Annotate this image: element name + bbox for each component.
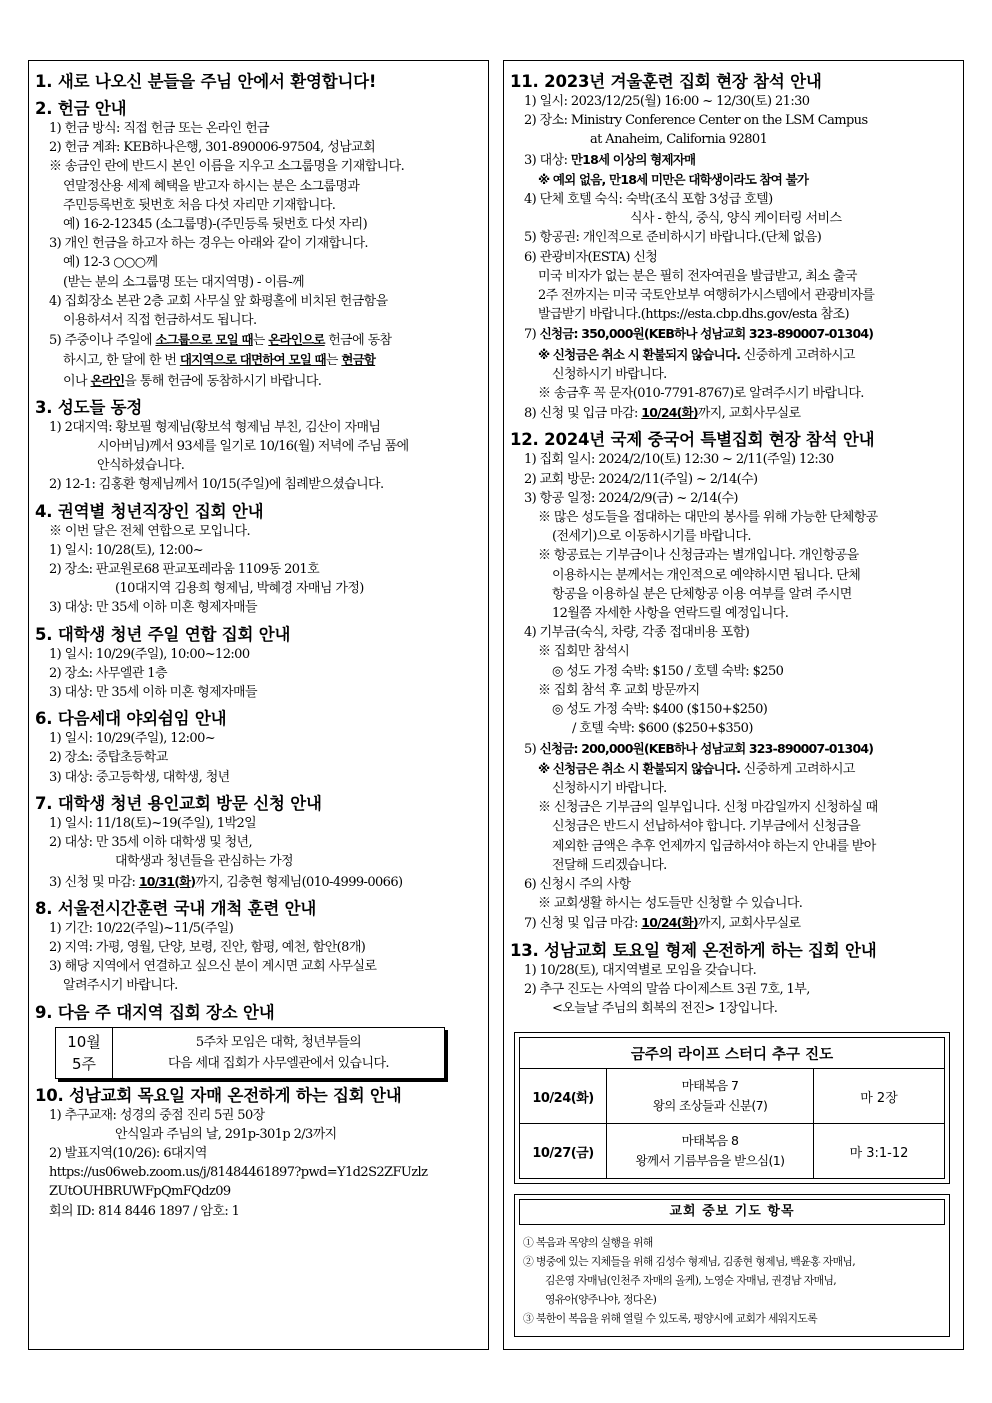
notice-line xyxy=(35,560,482,579)
notice-line xyxy=(510,470,957,489)
notice-line xyxy=(510,798,957,817)
notice-line xyxy=(510,817,957,836)
line-text: 1) 일시: 10/29(주일), 12:00~ xyxy=(49,731,216,747)
notice-line xyxy=(510,489,957,508)
prayer-item: ② 병중에 있는 지체들을 위해 김성수 형제님, 김종현 형제님, 백윤홍 자매님, xyxy=(523,1255,856,1269)
notice-line xyxy=(35,157,482,176)
notice-line xyxy=(35,957,482,976)
section-title: 11. 2023년 겨울훈련 집회 현장 참석 안내 xyxy=(510,72,822,91)
emphasis-text: 신청금: 350,000원(KEB하나 성남교회 323-890007-01304) xyxy=(539,326,874,342)
line-text: ※ 항공료는 기부금이나 신청금과는 별개입니다. 개인항공을 xyxy=(538,548,859,564)
notice-line xyxy=(510,759,957,779)
notice-line xyxy=(510,837,957,856)
line-text: 3) 대상: 만 35세 이하 미혼 형제자매들 xyxy=(49,600,257,616)
life-study-book: 마태복음 7 xyxy=(681,1078,739,1094)
notice-line xyxy=(35,177,482,196)
meeting-note-cell xyxy=(113,1027,445,1078)
line-text: 2) 지역: 가평, 영월, 단양, 보령, 진안, 함평, 예천, 함안(8개) xyxy=(49,939,366,955)
line-text: 예) 16-2-12345 (소그룹명)-(주민등록 뒷번호 다섯 자리) xyxy=(63,217,368,233)
line-text: 4) 기부금(숙식, 차량, 각종 접대비용 포함) xyxy=(524,625,750,641)
notice-line xyxy=(510,999,957,1018)
notice-line xyxy=(510,662,957,681)
emphasis-text: ※ 신청금은 취소 시 환불되지 않습니다. xyxy=(538,346,741,362)
prayer-item: ① 복음과 목양의 실행을 위해 xyxy=(523,1236,653,1250)
line-text: 12월쯤 자세한 사항을 연락드릴 예정입니다. xyxy=(552,606,789,622)
notice-line xyxy=(35,273,482,292)
line-text: ※ 많은 성도들을 접대하는 대만의 봉사를 위해 가능한 단체항공 xyxy=(538,510,878,526)
notice-section xyxy=(510,429,957,933)
life-study-date: 10/24(화) xyxy=(520,1069,607,1124)
life-study-row xyxy=(520,1124,945,1179)
notice-line xyxy=(510,150,957,170)
notice-line xyxy=(510,365,957,384)
line-text: ※ 교회생활 하시는 성도들만 신청할 수 있습니다. xyxy=(538,896,803,912)
notice-line xyxy=(510,642,957,661)
emphasis-text: ※ 예외 없음, 만18세 미만은 대학생이라도 참여 불가 xyxy=(538,171,809,187)
notice-line xyxy=(35,645,482,664)
notice-line xyxy=(35,253,482,272)
line-text: 신청하시기 바랍니다. xyxy=(552,780,667,796)
line-text: ※ 집회만 참석시 xyxy=(538,644,630,660)
emphasis-text: 현금함 xyxy=(341,352,376,368)
line-text: 신중하게 고려하시고 xyxy=(740,347,855,363)
line-text: 1) 2대지역: 황보필 형제님(황보석 형제님 부친, 김산이 자매님 xyxy=(49,419,381,435)
notice-line xyxy=(35,138,482,157)
line-text: 5) xyxy=(524,741,540,757)
notice-section xyxy=(35,898,482,996)
line-text: 이나 xyxy=(63,373,91,389)
line-text: 1) 10/28(토), 대지역별로 모임을 갖습니다. xyxy=(524,962,757,978)
notice-line xyxy=(510,305,957,324)
notice-line xyxy=(510,681,957,700)
notice-line xyxy=(510,209,957,228)
life-study-reference: 마 3:1-12 xyxy=(814,1124,945,1179)
life-study-box xyxy=(514,1032,950,1184)
prayer-title: 교회 중보 기도 항목 xyxy=(519,1199,945,1225)
emphasis-text: 대지역으로 대면하여 모일 때 xyxy=(179,352,326,368)
line-text: 4) 단체 호텔 숙식: 숙박(조식 포함 3성급 호텔) xyxy=(524,192,773,208)
notice-section xyxy=(35,793,482,892)
prayer-list xyxy=(519,1225,945,1332)
meeting-date-cell xyxy=(56,1027,113,1078)
line-text: 미국 비자가 없는 분은 필히 전자여권을 발급받고, 최소 출국 xyxy=(538,268,857,284)
line-text: 7) xyxy=(524,327,540,343)
meeting-note: 다음 세대 집회가 사무엘관에서 있습니다. xyxy=(168,1055,389,1071)
line-text: 7) 신청 및 입금 마감: xyxy=(524,916,642,932)
emphasis-text: 10/24(화) xyxy=(641,405,698,421)
line-text: 3) 개인 헌금을 하고자 하는 경우는 아래와 같이 기재합니다. xyxy=(49,236,368,252)
notice-line xyxy=(35,350,482,370)
line-text: 주민등록번호 뒷번호 처음 다섯 자리만 기재합니다. xyxy=(63,197,336,213)
line-text: at Anaheim, California 92801 xyxy=(590,132,768,148)
line-text: 하시고, 한 달에 한 번 xyxy=(63,353,180,369)
line-text: 항공을 이용하실 분은 단체항공 이용 여부를 알려 주시면 xyxy=(552,586,852,602)
life-study-reference: 마 2장 xyxy=(814,1069,945,1124)
notice-line xyxy=(510,719,957,738)
notice-line xyxy=(510,345,957,365)
notice-line xyxy=(510,980,957,999)
section-title: 8. 서울전시간훈련 국내 개척 훈련 안내 xyxy=(35,898,317,918)
line-text: 까지, 교회사무실로 xyxy=(697,406,801,422)
line-text: 1) 집회 일시: 2024/2/10(토) 12:30 ~ 2/11(주일) 12:30 xyxy=(524,452,834,468)
notice-line xyxy=(510,111,957,130)
notice-line xyxy=(35,311,482,330)
line-text: ※ 집회 참석 후 교회 방문까지 xyxy=(538,682,700,698)
line-text: 발급받기 바랍니다.(https://esta.cbp.dhs.gov/esta 참조) xyxy=(538,307,849,323)
line-text: / 호텔 숙박: $600 ($250+$350) xyxy=(572,721,753,737)
line-text: 6) 신청시 주의 사항 xyxy=(524,876,631,892)
notice-line xyxy=(35,768,482,787)
meeting-place-table xyxy=(55,1027,445,1079)
line-text: 식사 - 한식, 중식, 양식 케이터링 서비스 xyxy=(630,211,842,227)
section-title: 13. 성남교회 토요일 형제 온전하게 하는 집회 안내 xyxy=(510,940,877,960)
notice-line xyxy=(510,623,957,642)
line-text: 알려주시기 바랍니다. xyxy=(63,978,178,994)
life-study-row xyxy=(520,1069,945,1124)
prayer-item: ③ 북한이 복음을 위해 열릴 수 있도록, 평양시에 교회가 세워지도록 xyxy=(523,1312,818,1326)
notice-line xyxy=(510,384,957,403)
emphasis-text: ※ 신청금은 취소 시 환불되지 않습니다. xyxy=(538,760,741,776)
notice-line xyxy=(510,403,957,423)
notice-line xyxy=(510,267,957,286)
notice-section xyxy=(35,501,482,618)
line-text: ※ 이번 달은 전체 연합으로 모입니다. xyxy=(49,523,251,539)
notice-line xyxy=(510,527,957,546)
notice-line xyxy=(510,324,957,344)
notice-section xyxy=(35,71,482,92)
line-text: 1) 기간: 10/22(주일)~11/5(주일) xyxy=(49,920,234,936)
line-text: 1) 일시: 10/29(주일), 10:00~12:00 xyxy=(49,646,250,662)
notice-line xyxy=(35,579,482,598)
section-title: 7. 대학생 청년 용인교회 방문 신청 안내 xyxy=(35,793,322,813)
notice-line xyxy=(510,894,957,913)
line-text: 2) 장소: 사무엘관 1층 xyxy=(49,665,167,681)
section-title: 5. 대학생 청년 주일 연합 집회 안내 xyxy=(35,624,291,644)
line-text: 을 통해 헌금에 동참하시기 바랍니다. xyxy=(124,373,322,389)
line-text: (10대지역 김용희 형제님, 박혜경 자매님 가정) xyxy=(115,581,364,597)
line-text: 3) 신청 및 마감: xyxy=(49,874,139,890)
line-text: 3) 해당 지역에서 연결하고 싶으신 분이 계시면 교회 사무실로 xyxy=(49,959,377,975)
notice-line xyxy=(510,546,957,565)
line-text: 신청하시기 바랍니다. xyxy=(552,366,667,382)
line-text: 2) 장소: 판교원로68 판교포레라움 1109동 201호 xyxy=(49,562,320,578)
emphasis-text: 소그룹으로 모일 때 xyxy=(155,332,253,348)
line-text: 2) 추구 진도는 사역의 말씀 다이제스트 3권 7호, 1부, xyxy=(524,981,810,997)
section-title: 4. 권역별 청년직장인 집회 안내 xyxy=(35,501,264,521)
notice-line xyxy=(35,814,482,833)
line-text: ZUtOUHBRUWFpQmFQdz09 xyxy=(49,1184,231,1200)
line-text: 6) 관광비자(ESTA) 신청 xyxy=(524,249,658,265)
line-text: 안식일과 주님의 날, 291p-301p 2/3까지 xyxy=(115,1126,337,1142)
notice-section xyxy=(35,98,482,391)
notice-line xyxy=(35,976,482,995)
line-text: 신중하게 고려하시고 xyxy=(740,761,855,777)
life-study-book: 마태복음 8 xyxy=(681,1133,739,1149)
notice-line xyxy=(510,566,957,585)
notice-line xyxy=(510,961,957,980)
notice-line xyxy=(35,522,482,541)
notice-line xyxy=(35,541,482,560)
section-title: 1. 새로 나오신 분들을 주님 안에서 환영합니다! xyxy=(35,72,377,91)
life-study-chapter: 왕의 조상들과 신분(7) xyxy=(652,1098,768,1114)
notice-line xyxy=(510,286,957,305)
notice-line xyxy=(510,585,957,604)
notice-line xyxy=(35,1125,482,1144)
line-text: 이용하시는 분께서는 개인적으로 예약하시면 됩니다. 단체 xyxy=(552,567,861,583)
meeting-week: 5주 xyxy=(71,1054,97,1073)
line-text: 2주 전까지는 미국 국토안보부 여행허가시스템에서 관광비자를 xyxy=(538,288,875,304)
notice-line xyxy=(35,371,482,391)
notice-line xyxy=(35,683,482,702)
line-text: 2) 12-1: 김홍환 형제님께서 10/15(주일)에 침례받으셨습니다. xyxy=(49,477,384,493)
notice-line xyxy=(35,919,482,938)
line-text: 헌금에 동참 xyxy=(324,333,392,349)
notice-line xyxy=(35,729,482,748)
meeting-note: 5주차 모임은 대학, 청년부들의 xyxy=(195,1034,362,1050)
line-text: 1) 일시: 11/18(토)~19(주일), 1박2일 xyxy=(49,815,257,831)
emphasis-text: 만18세 이상의 형제자매 xyxy=(570,151,696,167)
notice-line xyxy=(510,856,957,875)
notice-line xyxy=(35,852,482,871)
notice-section xyxy=(510,71,957,423)
notice-line xyxy=(35,664,482,683)
notice-line xyxy=(35,872,482,892)
notice-section xyxy=(510,940,957,1019)
notice-line xyxy=(35,598,482,617)
line-text: <오늘날 주님의 회복의 전진> 1장입니다. xyxy=(552,1000,778,1016)
line-text: 1) 헌금 방식: 직접 헌금 또는 온라인 헌금 xyxy=(49,121,270,136)
notice-line xyxy=(35,833,482,852)
notice-line xyxy=(35,748,482,767)
line-text: 2) 헌금 계좌: KEB하나은행, 301-890006-97504, 성남교회 xyxy=(49,140,376,156)
life-study-book-cell xyxy=(607,1069,814,1124)
line-text: 1) 일시: 2023/12/25(월) 16:00 ~ 12/30(토) 21:30 xyxy=(524,94,810,109)
emphasis-text: 신청금: 200,000원(KEB하나 성남교회 323-890007-01304) xyxy=(539,740,874,756)
notice-line xyxy=(510,170,957,190)
emphasis-text: 온라인 xyxy=(90,372,125,388)
notice-line xyxy=(510,92,957,111)
right-column xyxy=(503,60,964,1350)
notice-line xyxy=(510,228,957,247)
notice-section xyxy=(35,624,482,703)
prayer-item: 영유아(양주나야, 정다온) xyxy=(545,1293,657,1307)
line-text: ※ 신청금은 기부금의 일부입니다. 신청 마감일까지 신청하실 때 xyxy=(538,800,878,816)
notice-line xyxy=(510,130,957,149)
line-text: 는 xyxy=(325,353,342,369)
line-text: ※ 송금후 꼭 문자(010-7791-8767)로 알려주시기 바랍니다. xyxy=(538,386,864,402)
notice-section xyxy=(35,1085,482,1221)
line-text: ◎ 성도 가정 숙박: $150 / 호텔 숙박: $250 xyxy=(552,663,784,679)
notice-line xyxy=(35,215,482,234)
meeting-month: 10월 xyxy=(67,1032,101,1051)
notice-line xyxy=(35,938,482,957)
notice-line xyxy=(35,234,482,253)
notice-line xyxy=(35,1202,482,1221)
notice-line xyxy=(510,508,957,527)
section-title: 3. 성도들 동정 xyxy=(35,397,143,417)
line-text: 2) 발표지역(10/26): 6대지역 xyxy=(49,1145,207,1161)
notice-line xyxy=(510,700,957,719)
notice-line xyxy=(35,418,482,437)
notice-line xyxy=(35,1144,482,1163)
notice-line xyxy=(35,437,482,456)
emphasis-text: 10/31(화) xyxy=(138,873,196,889)
notice-section xyxy=(35,708,482,787)
notice-line xyxy=(35,292,482,311)
prayer-box xyxy=(514,1194,950,1337)
section-title: 2. 헌금 안내 xyxy=(35,99,127,118)
line-text: 대학생과 청년들을 관심하는 가정 xyxy=(115,854,294,870)
notice-line xyxy=(35,1163,482,1182)
line-text: 2) 장소: 중탑초등학교 xyxy=(49,750,168,766)
notice-section xyxy=(35,397,482,495)
line-text: 1) 일시: 10/28(토), 12:00~ xyxy=(49,542,204,558)
line-text: 안식하셨습니다. xyxy=(97,458,185,474)
line-text: 3) 대상: 만 35세 이하 미혼 형제자매들 xyxy=(49,685,257,701)
line-text: 3) 항공 일정: 2024/2/9(금) ~ 2/14(수) xyxy=(524,490,738,506)
notice-line xyxy=(510,913,957,933)
life-study-date: 10/27(금) xyxy=(520,1124,607,1179)
line-text: (전세기)으로 이동하시기를 바랍니다. xyxy=(552,529,751,545)
line-text: 시아버님)께서 93세를 일기로 10/16(월) 저녁에 주님 품에 xyxy=(97,439,409,455)
notice-line xyxy=(35,196,482,215)
line-text: https://us06web.zoom.us/j/81484461897?pwd=Y1d2S2ZFUzlz xyxy=(49,1165,428,1181)
notice-line xyxy=(510,604,957,623)
notice-line xyxy=(510,248,957,267)
notice-line xyxy=(35,330,482,350)
line-text: 2) 장소: Ministry Conference Center on the LSM Campus xyxy=(524,113,868,129)
line-text: 제외한 금액은 추후 언제까지 입금하셔야 하는지 안내를 받아 xyxy=(552,838,876,854)
life-study-table xyxy=(519,1037,945,1179)
notice-line xyxy=(35,119,482,138)
line-text: 회의 ID: 814 8446 1897 / 암호: 1 xyxy=(49,1203,240,1219)
line-text: 예) 12-3 ○○○께 xyxy=(63,255,158,271)
notice-section xyxy=(35,1002,482,1079)
notice-line xyxy=(510,450,957,469)
line-text: 5) 항공권: 개인적으로 준비하시기 바랍니다.(단체 없음) xyxy=(524,230,822,246)
notice-line xyxy=(510,779,957,798)
line-text: 는 xyxy=(252,333,269,349)
prayer-item: 김은영 자매님(인천주 자매의 올케), 노영순 자매님, 권경남 자매님, xyxy=(545,1274,837,1288)
life-study-title: 금주의 라이프 스터디 추구 진도 xyxy=(520,1038,945,1069)
emphasis-text: 온라인으로 xyxy=(268,332,325,348)
left-column xyxy=(28,60,489,1350)
notice-line xyxy=(510,739,957,759)
section-title: 9. 다음 주 대지역 집회 장소 안내 xyxy=(35,1002,275,1022)
life-study-chapter: 왕께서 기름부음을 받으심(1) xyxy=(635,1153,785,1169)
line-text: 3) 대상: xyxy=(524,152,571,168)
line-text: 까지, 교회사무실로 xyxy=(697,916,801,932)
line-text: 8) 신청 및 입금 마감: xyxy=(524,406,642,422)
section-title: 10. 성남교회 목요일 자매 온전하게 하는 집회 안내 xyxy=(35,1085,402,1105)
line-text: 신청금은 반드시 선납하셔야 합니다. 기부금에서 신청금을 xyxy=(552,819,861,835)
line-text: 2) 대상: 만 35세 이하 대학생 및 청년, xyxy=(49,835,253,851)
line-text: 전달해 드리겠습니다. xyxy=(552,857,667,873)
life-study-book-cell xyxy=(607,1124,814,1179)
line-text: 연말정산용 세제 혜택을 받고자 하시는 분은 소그룹명과 xyxy=(63,178,360,194)
line-text: 4) 집회장소 본관 2층 교회 사무실 앞 화평홀에 비치된 헌금함을 xyxy=(49,293,388,309)
line-text: 5) 주중이나 주일에 xyxy=(49,333,156,349)
line-text: 3) 대상: 중고등학생, 대학생, 청년 xyxy=(49,769,230,785)
notice-line xyxy=(35,1106,482,1125)
line-text: 1) 추구교재: 성경의 중점 진리 5권 50장 xyxy=(49,1107,265,1123)
line-text: 이용하셔서 직접 헌금하셔도 됩니다. xyxy=(63,313,257,329)
line-text: (받는 분의 소그룹명 또는 대지역명) - 이름-께 xyxy=(63,274,305,290)
line-text: 까지, 김충현 형제님(010-4999-0066) xyxy=(195,874,403,890)
line-text: ◎ 성도 가정 숙박: $400 ($150+$250) xyxy=(552,702,768,718)
line-text: 2) 교회 방문: 2024/2/11(주일) ~ 2/14(수) xyxy=(524,471,758,487)
notice-line xyxy=(35,1182,482,1201)
line-text: ※ 송금인 란에 반드시 본인 이름을 지우고 소그룹명을 기재합니다. xyxy=(49,159,405,175)
notice-line xyxy=(510,190,957,209)
section-title: 6. 다음세대 야외쉼임 안내 xyxy=(35,709,227,729)
notice-line xyxy=(510,875,957,894)
notice-line xyxy=(35,456,482,475)
emphasis-text: 10/24(화) xyxy=(641,915,698,931)
notice-line xyxy=(35,475,482,494)
section-title: 12. 2024년 국제 중국어 특별집회 현장 참석 안내 xyxy=(510,430,875,450)
